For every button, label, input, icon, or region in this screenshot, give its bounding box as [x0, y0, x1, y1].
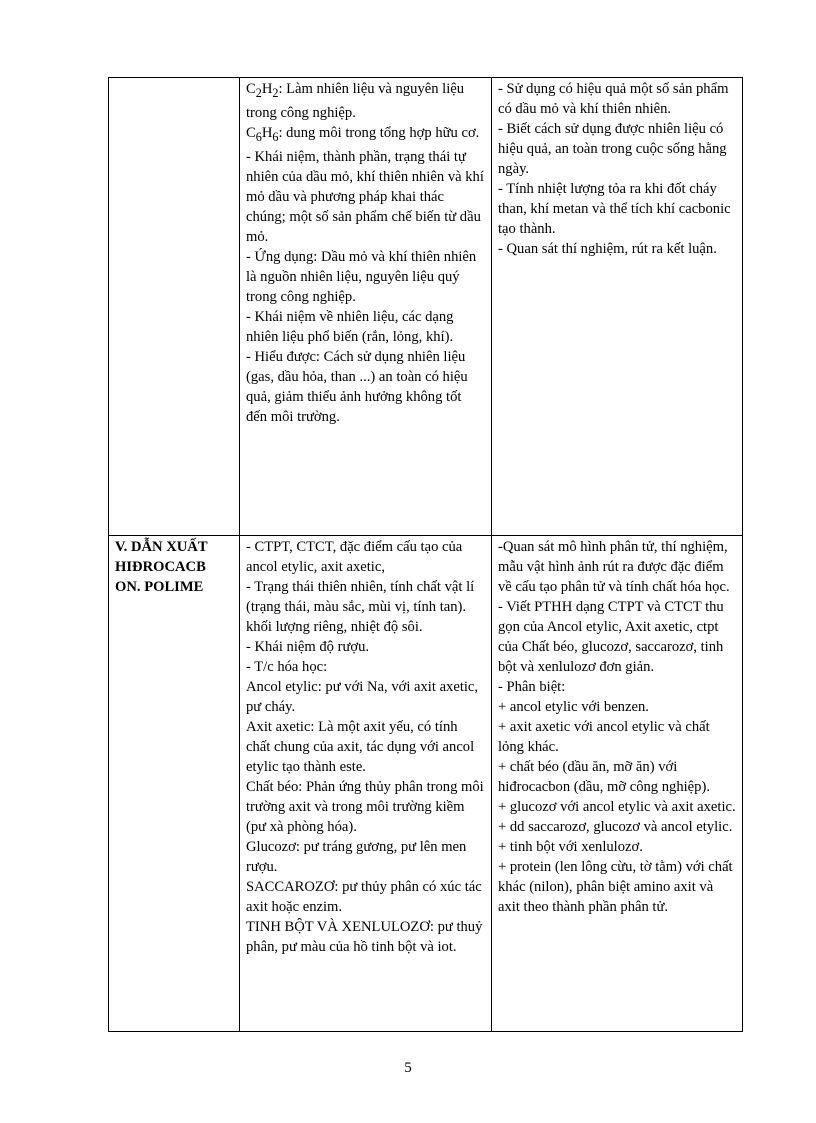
- skills-paragraph: -Quan sát mô hình phân tử, thí nghiệm, mẫu vật hình ảnh rút ra được đặc điểm về cấu tạo phân tử và tính chất hóa học.: [498, 539, 730, 595]
- skills-paragraph: - Biết cách sử dụng được nhiên liệu có hiệu quả, an toàn trong cuộc sống hằng ngày.: [498, 121, 727, 177]
- skills-paragraph: - Phân biệt:: [498, 679, 566, 695]
- topic-line: HIĐROCACB: [115, 559, 206, 575]
- topic-line: ON. POLIME: [115, 579, 204, 595]
- skills-paragraph: - Quan sát thí nghiệm, rút ra kết luận.: [498, 241, 717, 257]
- content-paragraph: - Khái niệm độ rượu.: [246, 639, 370, 655]
- content-paragraph: SACCAROZƠ: pư thủy phân có xúc tác axit hoặc enzim.: [246, 879, 482, 915]
- skills-paragraph: + dd saccarozơ, glucozơ và ancol etylic.: [498, 819, 733, 835]
- content-paragraph: - Khái niệm, thành phần, trạng thái tự nhiên của dầu mỏ, khí thiên nhiên và khí mỏ dầu và phương pháp khai thác chúng; một số sản phẩm chế biến từ dầu mỏ.: [246, 148, 484, 245]
- content-paragraph: - Khái niệm về nhiên liệu, các dạng nhiên liệu phổ biến (rắn, lỏng, khí).: [246, 308, 454, 345]
- content-paragraph: - CTPT, CTCT, đặc điểm cấu tạo của ancol etylic, axit axetic,: [246, 539, 463, 575]
- content-cell: [240, 536, 492, 1032]
- content-cell: [240, 78, 492, 536]
- skills-paragraph: + glucozơ với ancol etylic và axit axetic.: [498, 799, 736, 815]
- topic-line: V. DẪN XUẤT: [115, 539, 208, 555]
- page-number: 5: [404, 1060, 412, 1076]
- table-row: [109, 78, 743, 536]
- topic-cell: [109, 536, 240, 1032]
- content-paragraph: Axit axetic: Là một axit yếu, có tính chất chung của axit, tác dụng với ancol etylic tạo thành este.: [246, 719, 475, 775]
- curriculum-table: [108, 77, 743, 1032]
- skills-paragraph: - Tính nhiệt lượng tỏa ra khi đốt cháy than, khí metan và thể tích khí cacbonic tạo thành.: [498, 181, 731, 237]
- content-paragraph: - Hiểu được: Cách sử dụng nhiên liệu (gas, dầu hỏa, than ...) an toàn có hiệu quả, giảm thiểu ảnh hưởng không tốt đến môi trường.: [246, 348, 468, 425]
- content-paragraph: - Ứng dụng: Dầu mỏ và khí thiên nhiên là nguồn nhiên liệu, nguyên liệu quý trong công nghiệp.: [246, 248, 477, 305]
- skills-paragraph: + tinh bột với xenlulozơ.: [498, 839, 643, 855]
- skills-paragraph: - Viết PTHH dạng CTPT và CTCT thu gọn của Ancol etylic, Axit axetic, ctpt của Chất béo, glucozơ, saccarozơ, tinh bột và xenlulozơ đơn giản.: [498, 599, 724, 675]
- topic-cell: [109, 78, 240, 536]
- skills-paragraph: + ancol etylic với benzen.: [498, 699, 649, 715]
- table-body: [109, 78, 743, 1032]
- content-paragraph: TINH BỘT VÀ XENLULOZƠ: pư thuỷ phân, pư màu của hồ tinh bột và iot.: [246, 919, 483, 955]
- skills-cell: [492, 78, 743, 536]
- skills-paragraph: + axit axetic với ancol etylic và chất lỏng khác.: [498, 719, 710, 755]
- skills-cell: [492, 536, 743, 1032]
- table-row: [109, 536, 743, 1032]
- content-paragraph: $C_6H_6$: dung môi trong tổng hợp hữu cơ.: [246, 124, 480, 144]
- content-paragraph: $C_2H_2$: Làm nhiên liệu và nguyên liệu trong công nghiệp.: [246, 81, 465, 121]
- content-paragraph: - T/c hóa học:: [246, 659, 328, 675]
- content-paragraph: Ancol etylic: pư với Na, với axit axetic, pư cháy.: [246, 679, 479, 715]
- content-paragraph: Glucozơ: pư tráng gương, pư lên men rượu.: [246, 839, 467, 875]
- skills-paragraph: - Sử dụng có hiệu quả một số sản phẩm có dầu mỏ và khí thiên nhiên.: [498, 81, 729, 117]
- content-paragraph: Chất béo: Phản ứng thủy phân trong môi trường axit và trong môi trường kiềm (pư xà phòng hóa).: [246, 779, 484, 835]
- skills-paragraph: + protein (len lông cừu, tờ tằm) với chất khác (nilon), phân biệt amino axit và axit theo thành phần phân tử.: [498, 859, 733, 915]
- skills-paragraph: + chất béo (dầu ăn, mỡ ăn) với hiđrocacbon (dầu, mỡ công nghiệp).: [498, 759, 710, 795]
- content-paragraph: - Trạng thái thiên nhiên, tính chất vật lí (trạng thái, màu sắc, mùi vị, tính tan). khối lượng riêng, nhiệt độ sôi.: [246, 579, 475, 635]
